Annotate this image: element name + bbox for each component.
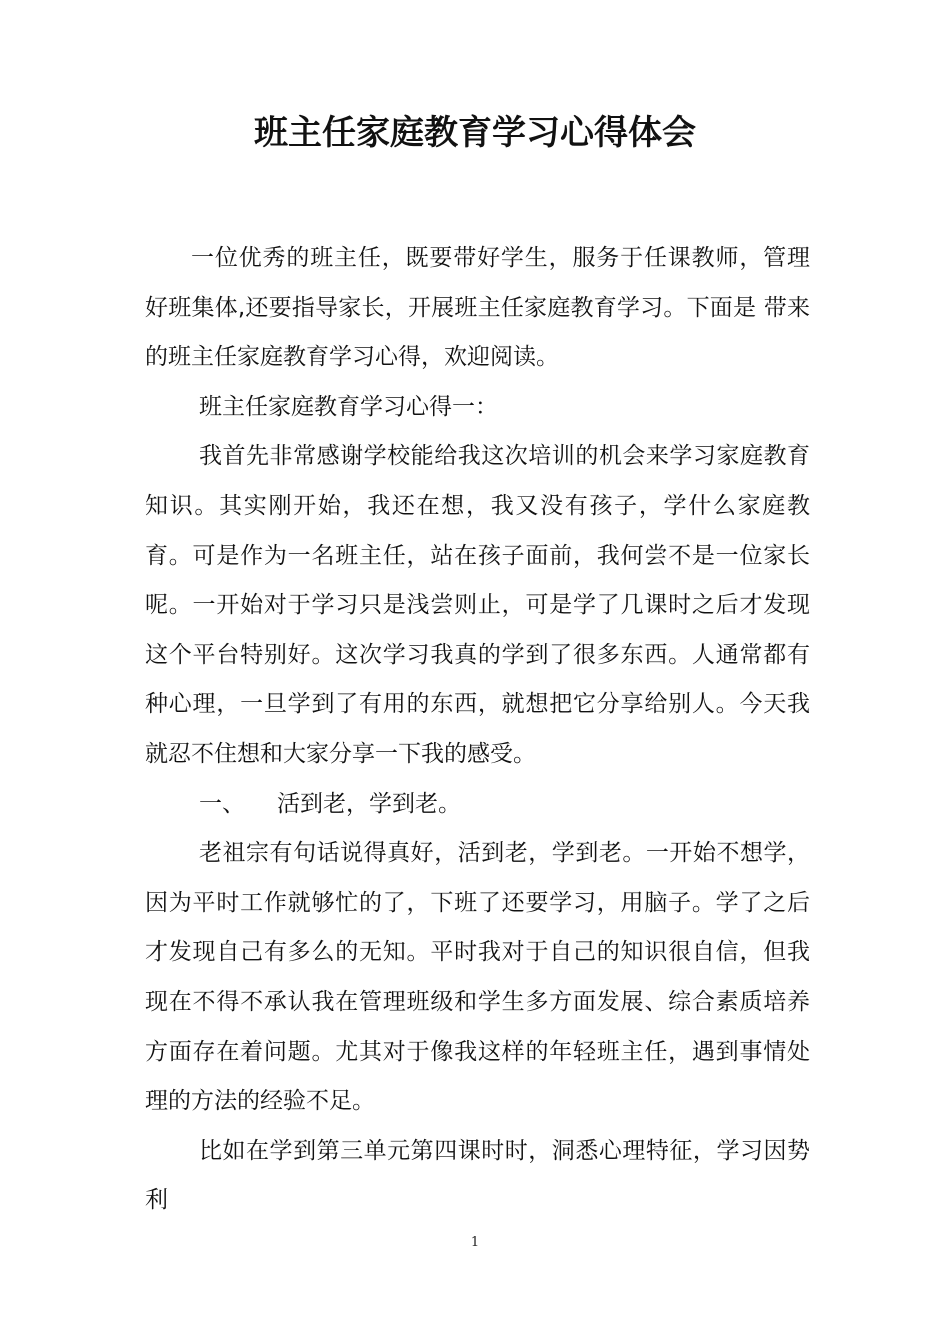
body-paragraph: 我首先非常感谢学校能给我这次培训的机会来学习家庭教育知识。其实刚开始，我还在想，我又没有孩子，学什么家庭教育。可是作为一名班主任，站在孩子面前，我何尝不是一位家长呢。一开始对于学习只是浅尝则止，可是学了几课时之后才发现这个平台特别好。这次学习我真的学到了很多东西。人通常都有种心理，一旦学到了有用的东西，就想把它分享给别人。今天我就忍不住想和大家分享一下我的感受。: [145, 443, 810, 767]
section-heading-number: 一、: [199, 790, 245, 817]
document-body: [145, 234, 810, 1226]
subheading-paragraph: 班主任家庭教育学习心得一：: [199, 393, 498, 420]
section-heading-text: 活到老，学到老。: [277, 790, 461, 817]
section-heading: [145, 780, 810, 830]
intro-paragraph: 一位优秀的班主任，既要带好学生，服务于任课教师，管理好班集体,还要指导家长，开展班主任家庭教育学习。下面是 带来的班主任家庭教育学习心得，欢迎阅读。: [145, 245, 810, 371]
body-paragraph: 比如在学到第三单元第四课时时，洞悉心理特征，学习因势利: [145, 1137, 810, 1214]
body-paragraph: 老祖宗有句话说得真好，活到老，学到老。一开始不想学，因为平时工作就够忙的了，下班了还要学习，用脑子。学了之后才发现自己有多么的无知。平时我对于自己的知识很自信，但我现在不得不承认我在管理班级和学生多方面发展、综合素质培养方面存在着问题。尤其对于像我这样的年轻班主任，遇到事情处理的方法的经验不足。: [145, 840, 810, 1115]
document-title: 班主任家庭教育学习心得体会: [254, 113, 696, 153]
page-number: 1: [470, 1235, 480, 1250]
